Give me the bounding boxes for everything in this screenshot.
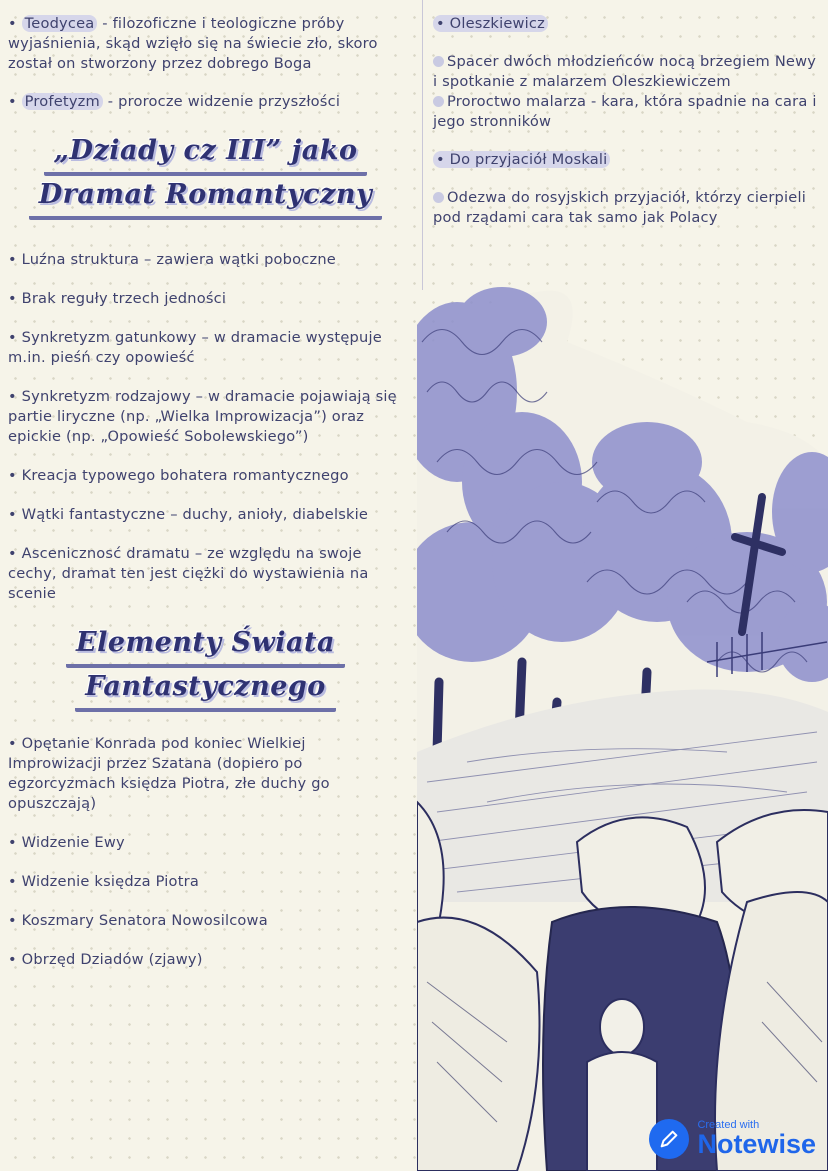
list-item: • Synkretyzm gatunkowy – w dramacie występuje m.in. pieśń czy opowieść	[8, 329, 382, 366]
fantasy-list	[8, 734, 403, 970]
list-item: • Widzenie Ewy	[8, 834, 125, 851]
heading2-line1: Elementy Świata	[66, 624, 345, 668]
bullet-icon	[433, 192, 444, 203]
note-teodycea: • Teodycea - filozoficzne i teologiczne próby wyjaśnienia, skąd wzięło się na świecie zło, skoro został on stworzony przez dobrego Boga	[8, 15, 378, 72]
list-item: • Brak reguły trzech jedności	[8, 290, 227, 307]
heading2-line2: Fantastycznego	[75, 668, 336, 712]
list-item: • Obrzęd Dziadów (zjawy)	[8, 951, 203, 968]
list-item: • Koszmary Senatora Nowosilcowa	[8, 912, 268, 929]
section-title-moskale: • Do przyjaciół Moskali	[433, 150, 823, 170]
list-item: • Luźna struktura – zawiera wątki poboczne	[8, 251, 336, 268]
pen-icon	[649, 1119, 689, 1159]
heading-swiat-fantastyczny	[8, 624, 403, 712]
heading1-line2: Dramat Romantyczny	[29, 176, 382, 220]
term-profetyzm: Profetyzm	[22, 93, 103, 110]
def-profetyzm: - prorocze widzenie przyszłości	[102, 93, 341, 110]
heading1-line1: „Dziady cz III” jako	[44, 132, 368, 176]
watermark-logo-text: Notewise	[697, 1129, 816, 1159]
list-item: Odezwa do rosyjskich przyjaciół, którzy cierpieli pod rządami cara tak samo jak Polacy	[433, 189, 806, 226]
list-item: Proroctwo malarza - kara, która spadnie na cara i jego stronników	[433, 93, 817, 130]
list-item: • Ascenicznosć dramatu – ze względu na swoje cechy, dramat ten jest ciężki do wystawienia na scenie	[8, 545, 369, 602]
left-column	[8, 14, 403, 989]
def-teodycea: - filozoficzne i teologiczne próby wyjaśnienia, skąd wzięło się na świecie zło, skoro został on stworzony przez dobrego Boga	[8, 15, 378, 72]
list-item: • Opętanie Konrada pod koniec Wielkiej Improwizacji przez Szatana (dopiero po egzorcyzmach księdza Piotra, złe duchy go opuszczają)	[8, 735, 330, 812]
section-title-oleszkiewicz: • Oleszkiewicz	[433, 14, 823, 34]
list-item: • Widzenie księdza Piotra	[8, 873, 199, 890]
drama-list	[8, 250, 403, 604]
heading-dramat-romantyczny	[8, 132, 403, 220]
bullet-icon	[433, 96, 444, 107]
notewise-watermark	[649, 1119, 816, 1159]
list-item: • Wątki fantastyczne – duchy, anioły, diabelskie	[8, 506, 369, 523]
note-profetyzm: • Profetyzm - prorocze widzenie przyszłości	[8, 93, 341, 110]
list-item: • Kreacja typowego bohatera romantycznego	[8, 467, 349, 484]
sketch-illustration	[417, 282, 828, 1171]
column-divider	[422, 0, 423, 290]
watermark-caption: Created with	[697, 1119, 760, 1131]
right-column	[433, 14, 823, 228]
list-item: • Synkretyzm rodzajowy – w dramacie pojawiają się partie liryczne (np. „Wielka Improwizacja”) oraz epickie (np. „Opowieść Sobolewskiego”)	[8, 388, 397, 445]
list-item: Spacer dwóch młodzieńców nocą brzegiem Newy i spotkanie z malarzem Oleszkiewiczem	[433, 53, 817, 90]
bullet-icon	[433, 56, 444, 67]
term-teodycea: Teodycea	[22, 15, 98, 32]
